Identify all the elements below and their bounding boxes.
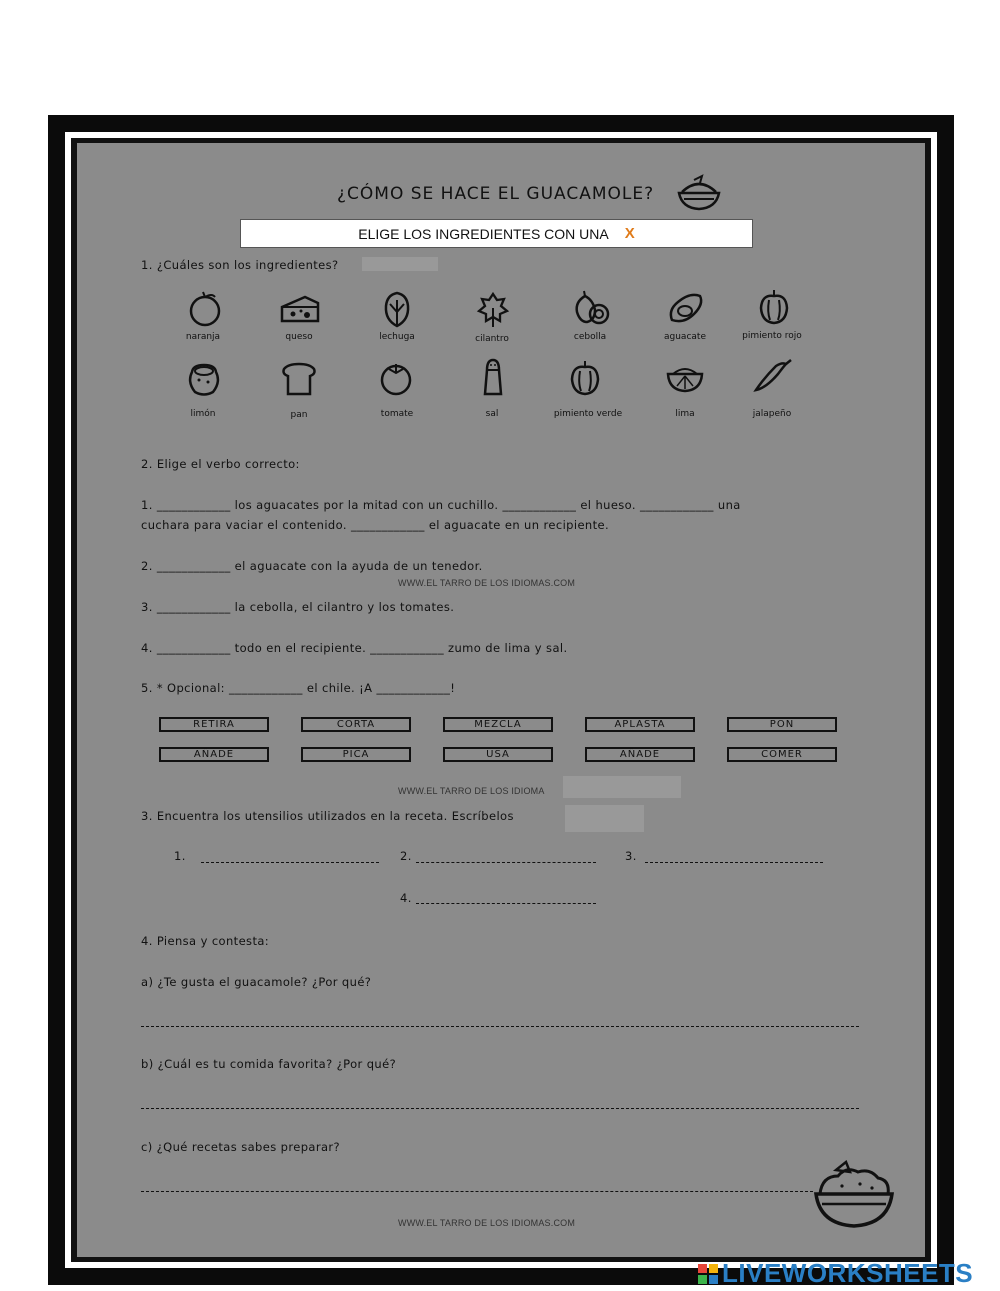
sentence-1a: 1. ____________ los aguacates por la mitad con un cuchillo. ____________ el hueso. ____________ una bbox=[141, 498, 741, 512]
utensil-number: 4. bbox=[400, 891, 412, 905]
word-option[interactable]: RETIRA bbox=[159, 717, 269, 732]
ingredient-label: naranja bbox=[185, 332, 221, 342]
ingredient-label: aguacate bbox=[664, 332, 706, 342]
ingredient-label: tomate bbox=[380, 409, 414, 419]
watermark: WWW.EL TARRO DE LOS IDIOMAS.COM bbox=[398, 578, 576, 588]
instruction-box bbox=[240, 219, 753, 248]
lemon-icon[interactable] bbox=[185, 360, 223, 398]
ingredient-label: pimiento verde bbox=[553, 409, 623, 419]
utensil-blank[interactable] bbox=[416, 903, 596, 904]
ingredient-label: cebolla bbox=[573, 332, 607, 342]
ingredient-label: lima bbox=[675, 409, 695, 419]
salt-shaker-icon[interactable] bbox=[481, 358, 505, 396]
word-option[interactable]: COMER bbox=[727, 747, 837, 762]
orange-icon[interactable] bbox=[186, 291, 224, 327]
answer-patch bbox=[565, 805, 644, 832]
utensil-number: 3. bbox=[625, 849, 637, 863]
bowl-icon bbox=[676, 172, 722, 212]
section1-question: 1. ¿Cuáles son los ingredientes? bbox=[141, 258, 339, 272]
lettuce-icon[interactable] bbox=[381, 290, 413, 328]
sentence-5: 5. * Opcional: ____________ el chile. ¡A ____________! bbox=[141, 681, 456, 695]
sentence-3: 3. ____________ la cebolla, el cilantro y los tomates. bbox=[141, 600, 455, 614]
answer-patch bbox=[362, 257, 438, 271]
section4-heading: 4. Piensa y contesta: bbox=[141, 934, 270, 948]
word-option[interactable]: MEZCLA bbox=[443, 717, 553, 732]
ingredient-label: pimiento rojo bbox=[742, 331, 802, 341]
logo-text: LIVEWORKSHEETS bbox=[722, 1258, 974, 1288]
utensil-number: 1. bbox=[174, 849, 186, 863]
word-option[interactable]: AÑADE bbox=[159, 747, 269, 762]
ingredient-label: pan bbox=[290, 410, 308, 420]
question-a: a) ¿Te gusta el guacamole? ¿Por qué? bbox=[141, 975, 372, 989]
guacamole-bowl-icon bbox=[812, 1160, 896, 1230]
instruction-text: ELIGE LOS INGREDIENTES CON UNA bbox=[358, 225, 609, 242]
section3-heading: 3. Encuentra los utensilios utilizados en la receta. Escríbelos bbox=[141, 809, 514, 823]
watermark: WWW.EL TARRO DE LOS IDIOMAS.COM bbox=[398, 1218, 576, 1228]
logo-squares-icon bbox=[698, 1264, 718, 1284]
word-option[interactable]: PON bbox=[727, 717, 837, 732]
utensil-blank[interactable] bbox=[416, 862, 596, 863]
avocado-icon[interactable] bbox=[666, 290, 706, 326]
section2-heading: 2. Elige el verbo correcto: bbox=[141, 457, 300, 471]
green-pepper-icon[interactable] bbox=[567, 359, 603, 397]
ingredient-label: jalapeño bbox=[752, 409, 792, 419]
answer-line-c[interactable] bbox=[141, 1191, 813, 1192]
liveworksheets-logo[interactable] bbox=[698, 1258, 973, 1289]
answer-patch bbox=[563, 776, 681, 798]
cilantro-icon[interactable] bbox=[476, 290, 510, 328]
sentence-1b: cuchara para vaciar el contenido. ____________ el aguacate en un recipiente. bbox=[141, 518, 610, 532]
ingredient-label: sal bbox=[485, 409, 499, 419]
utensil-number: 2. bbox=[400, 849, 412, 863]
word-option[interactable]: USA bbox=[443, 747, 553, 762]
word-option[interactable]: AÑADE bbox=[585, 747, 695, 762]
answer-line-b[interactable] bbox=[141, 1108, 859, 1109]
answer-line-a[interactable] bbox=[141, 1026, 859, 1027]
question-c: c) ¿Qué recetas sabes preparar? bbox=[141, 1140, 341, 1154]
question-b: b) ¿Cuál es tu comida favorita? ¿Por qué? bbox=[141, 1057, 397, 1071]
utensil-blank[interactable] bbox=[201, 862, 379, 863]
ingredient-label: queso bbox=[285, 332, 313, 342]
lime-icon[interactable] bbox=[665, 362, 705, 394]
onion-icon[interactable] bbox=[571, 290, 611, 326]
ingredient-label: cilantro bbox=[475, 334, 509, 344]
word-option[interactable]: PICA bbox=[301, 747, 411, 762]
tomato-icon[interactable] bbox=[377, 360, 415, 396]
jalapeno-icon[interactable] bbox=[752, 358, 794, 394]
red-pepper-icon[interactable] bbox=[756, 288, 792, 326]
watermark: WWW.EL TARRO DE LOS IDIOMA bbox=[398, 786, 545, 796]
cheese-icon[interactable] bbox=[279, 293, 321, 325]
utensil-blank[interactable] bbox=[645, 862, 823, 863]
x-mark: X bbox=[624, 225, 635, 242]
ingredient-label: lechuga bbox=[379, 332, 415, 342]
ingredient-label: limón bbox=[190, 409, 216, 419]
word-option[interactable]: CORTA bbox=[301, 717, 411, 732]
word-option[interactable]: APLASTA bbox=[585, 717, 695, 732]
bread-icon[interactable] bbox=[280, 362, 318, 396]
sentence-2: 2. ____________ el aguacate con la ayuda de un tenedor. bbox=[141, 559, 483, 573]
page-title: ¿CÓMO SE HACE EL GUACAMOLE? bbox=[337, 184, 655, 204]
sentence-4: 4. ____________ todo en el recipiente. ____________ zumo de lima y sal. bbox=[141, 641, 568, 655]
